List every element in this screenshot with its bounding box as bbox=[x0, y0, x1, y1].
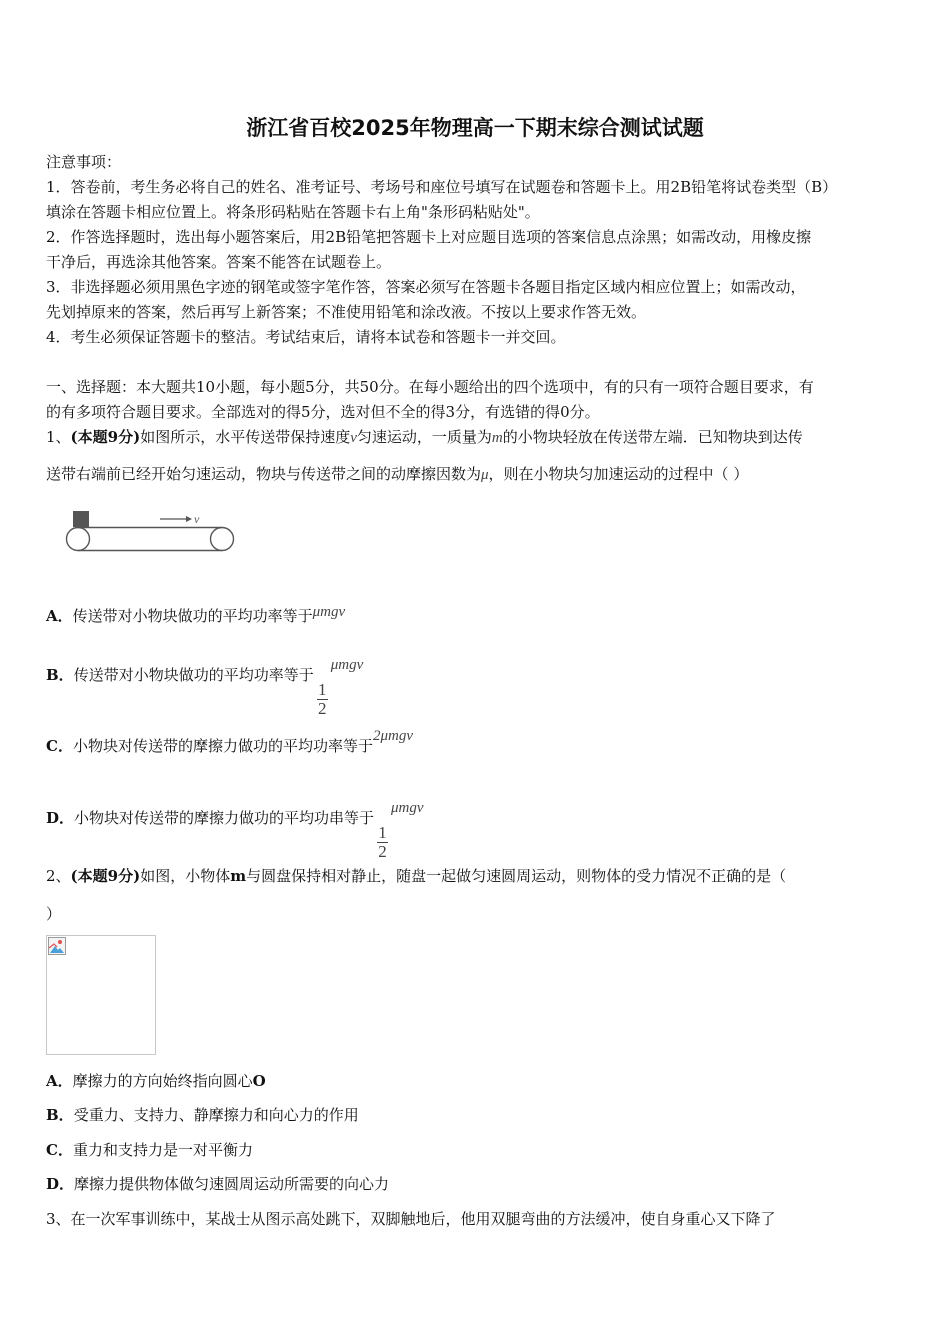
section-instructions: 的有多项符合题目要求。全部选对的得5分，选对但不全的得3分，有选错的得0分。 bbox=[46, 403, 600, 421]
right-pulley bbox=[211, 528, 234, 551]
notice-line: 3．非选择题必须用黑色字迹的钢笔或签字笔作答，答案必须写在答题卡各题目指定区域内相应位置上；如需改动， bbox=[46, 278, 806, 296]
question-2-stem bbox=[46, 866, 786, 886]
broken-image-icon bbox=[48, 937, 66, 955]
option-d bbox=[46, 800, 424, 861]
option-label: D． bbox=[46, 1175, 75, 1193]
option-text: 传送带对小物块做功的平均功率等于 bbox=[72, 607, 313, 625]
option-a bbox=[46, 606, 345, 627]
missing-image-placeholder bbox=[46, 935, 156, 1055]
mass-symbol: m bbox=[230, 867, 247, 885]
option-b bbox=[46, 657, 364, 718]
denominator: 2 bbox=[317, 699, 327, 718]
velocity-label: v bbox=[194, 512, 200, 526]
formula: μmgv bbox=[330, 657, 364, 673]
question-text: 如图所示，水平传送带保持速度 bbox=[140, 428, 351, 446]
option-a bbox=[46, 1071, 266, 1091]
formula: 2μmgv bbox=[372, 728, 413, 744]
question-text: ，则在小物块匀加速运动的过程中（ ） bbox=[488, 465, 749, 483]
option-label: B． bbox=[46, 666, 74, 684]
notice-heading: 注意事项： bbox=[46, 153, 122, 171]
option-d bbox=[46, 1174, 389, 1194]
option-text: 受重力、支持力、静摩擦力和向心力的作用 bbox=[73, 1106, 359, 1124]
block bbox=[73, 511, 89, 527]
option-text: 小物块对传送带的摩擦力做功的平均功串等于 bbox=[74, 809, 375, 827]
fraction bbox=[317, 681, 328, 718]
option-label: C． bbox=[46, 737, 73, 755]
section-instructions: 一、选择题：本大题共10小题，每小题5分，共50分。在每小题给出的四个选项中，有的只有一项符合题目要求，有 bbox=[46, 378, 814, 396]
center-symbol: O bbox=[252, 1072, 266, 1090]
notice-line: 干净后，再选涂其他答案。答案不能答在试题卷上。 bbox=[46, 253, 392, 271]
question-1-stem bbox=[46, 427, 803, 448]
velocity-arrowhead bbox=[186, 516, 192, 522]
option-label: A． bbox=[46, 1072, 73, 1090]
option-label: B． bbox=[46, 1106, 74, 1124]
numerator: 1 bbox=[317, 680, 327, 699]
question-score: (本题9分) bbox=[70, 867, 141, 885]
question-score: (本题9分) bbox=[70, 428, 141, 446]
conveyor-belt-figure bbox=[64, 508, 240, 558]
option-label: C． bbox=[46, 1141, 73, 1159]
notice-line: 先划掉原来的答案，然后再写上新答案；不准使用铅笔和涂改液。不按以上要求作答无效。 bbox=[46, 303, 647, 321]
numerator: 1 bbox=[378, 823, 387, 842]
page-title: 浙江省百校2025年物理高一下期末综合测试试题 bbox=[246, 116, 704, 140]
option-text: 摩擦力的方向始终指向圆心 bbox=[72, 1072, 253, 1090]
left-pulley bbox=[67, 528, 90, 551]
notice-line: 4．考生必须保证答题卡的整洁。考试结束后，请将本试卷和答题卡一并交回。 bbox=[46, 328, 566, 346]
option-label: A． bbox=[46, 607, 73, 625]
question-number: 2、 bbox=[46, 867, 71, 885]
option-c bbox=[46, 1140, 253, 1160]
velocity-symbol: v bbox=[350, 430, 357, 446]
question-text: 与圆盘保持相对静止，随盘一起做匀速圆周运动，则物体的受力情况不正确的是（ bbox=[246, 867, 787, 885]
question-2-close-paren: ） bbox=[46, 905, 62, 923]
question-3-stem: 3、在一次军事训练中，某战士从图示高处跳下，双脚触地后，他用双腿弯曲的方法缓冲，使自身重心又下降了 bbox=[46, 1210, 776, 1228]
mu-symbol: μ bbox=[481, 467, 489, 483]
notice-line: 2．作答选择题时，选出每小题答案后，用2B铅笔把答题卡上对应题目选项的答案信息点涂黑；如需改动，用橡皮擦 bbox=[46, 228, 812, 246]
option-text: 传送带对小物块做功的平均功率等于 bbox=[73, 666, 314, 684]
denominator: 2 bbox=[378, 842, 387, 861]
question-text: 的小物块轻放在传送带左端．已知物块到达传 bbox=[502, 428, 803, 446]
option-text: 小物块对传送带的摩擦力做功的平均功率等于 bbox=[72, 737, 373, 755]
option-label: D． bbox=[46, 809, 75, 827]
question-text: 如图，小物体 bbox=[140, 867, 231, 885]
option-text: 重力和支持力是一对平衡力 bbox=[72, 1141, 253, 1159]
mass-symbol: m bbox=[491, 430, 503, 446]
formula: μmgv bbox=[391, 800, 424, 816]
question-text: 送带右端前已经开始匀速运动，物块与传送带之间的动摩擦因数为 bbox=[46, 465, 482, 483]
fraction bbox=[377, 824, 388, 861]
question-1-stem-line2 bbox=[46, 464, 748, 485]
option-c bbox=[46, 728, 413, 757]
option-b bbox=[46, 1105, 359, 1125]
option-text: 摩擦力提供物体做匀速圆周运动所需要的向心力 bbox=[74, 1175, 390, 1193]
notice-line: 1．答卷前，考生务必将自己的姓名、准考证号、考场号和座位号填写在试题卷和答题卡上。用2B铅笔将试卷类型（B） bbox=[46, 178, 838, 196]
notice-line: 填涂在答题卡相应位置上。将条形码粘贴在答题卡右上角"条形码粘贴处"。 bbox=[46, 203, 540, 221]
question-number: 1、 bbox=[46, 428, 71, 446]
question-text: 匀速运动，一质量为 bbox=[356, 428, 492, 446]
formula: μmgv bbox=[312, 604, 346, 620]
